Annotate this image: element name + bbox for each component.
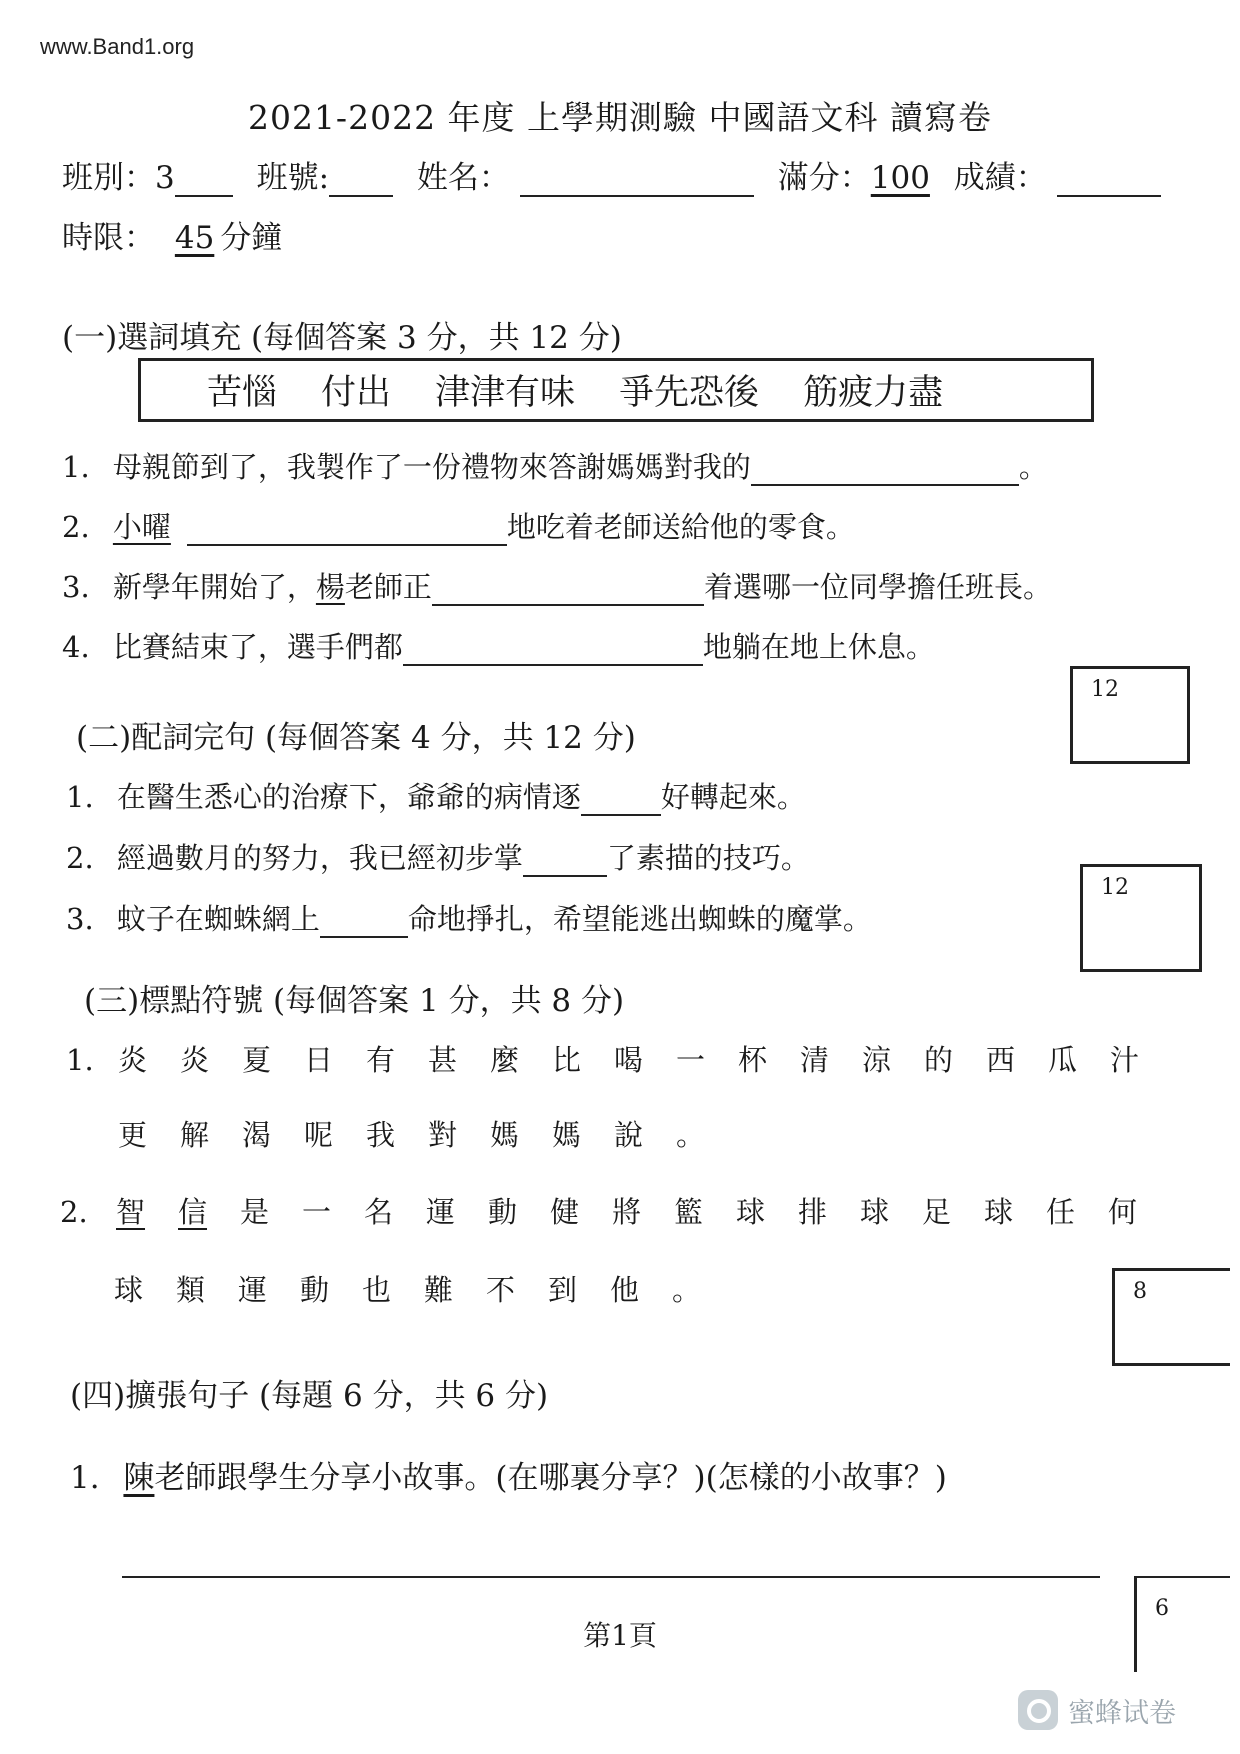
question-text: 命地掙扎，希望能逃出蜘蛛的魔掌。 bbox=[407, 902, 872, 936]
s1-question-2 bbox=[62, 505, 855, 546]
char: 是 bbox=[240, 1195, 270, 1229]
question-text: 比賽結束了，選手們都 bbox=[112, 630, 403, 664]
question-number: 2. bbox=[62, 510, 90, 544]
watermark-logo-icon bbox=[1018, 1690, 1058, 1730]
char: 比 bbox=[552, 1043, 582, 1077]
time-value: 45 bbox=[174, 220, 215, 256]
answer-blank[interactable] bbox=[187, 514, 507, 546]
section2-heading: (二)配詞完句 (每個答案 4 分，共 12 分) bbox=[76, 720, 636, 756]
char: 難 bbox=[424, 1273, 454, 1307]
class-label: 班別： bbox=[62, 160, 155, 196]
char: 智 bbox=[116, 1195, 146, 1229]
char: 名 bbox=[364, 1195, 394, 1229]
question-text: 老師跟學生分享小故事。(在哪裏分享？)(怎樣的小故事？) bbox=[154, 1460, 947, 1496]
s4-question-1 bbox=[70, 1452, 947, 1497]
s2-question-3 bbox=[66, 897, 872, 938]
char: 。 bbox=[676, 1118, 706, 1152]
char: 渴 bbox=[242, 1118, 272, 1152]
section4-score-box: 6 bbox=[1134, 1576, 1230, 1672]
question-text: 經過數月的努力，我已經初步掌 bbox=[116, 841, 523, 875]
exam-title: 2021-2022 年度 上學期測驗 中國語文科 讀寫卷 bbox=[247, 98, 993, 137]
char: 他 bbox=[610, 1273, 640, 1307]
s1-question-3 bbox=[62, 565, 1052, 606]
question-text: 地躺在地上休息。 bbox=[702, 630, 935, 664]
section4-heading: (四)擴張句子 (每題 6 分，共 6 分) bbox=[70, 1378, 549, 1414]
s2-question-2 bbox=[66, 836, 810, 877]
word-bank-item: 爭先恐後 bbox=[619, 373, 760, 413]
char: 麼 bbox=[490, 1043, 520, 1077]
answer-blank[interactable] bbox=[403, 634, 703, 666]
char: 任 bbox=[1046, 1195, 1076, 1229]
answer-blank[interactable] bbox=[432, 574, 704, 606]
char: 有 bbox=[366, 1043, 396, 1077]
char: 瓜 bbox=[1048, 1043, 1078, 1077]
page-number: 第1頁 bbox=[583, 1619, 657, 1652]
char: 也 bbox=[362, 1273, 392, 1307]
answer-blank[interactable] bbox=[523, 845, 607, 877]
char: 我 bbox=[366, 1118, 396, 1152]
char: 到 bbox=[548, 1273, 578, 1307]
section1-score-box: 12 bbox=[1070, 666, 1190, 764]
s3-question-1-line1 bbox=[66, 1038, 1140, 1079]
char: 運 bbox=[426, 1195, 456, 1229]
score-label: 成績： bbox=[953, 160, 1047, 196]
char: 運 bbox=[238, 1273, 268, 1307]
char: 媽 bbox=[490, 1118, 520, 1152]
question-number: 1. bbox=[62, 450, 90, 484]
char: 類 bbox=[176, 1273, 206, 1307]
char: 喝 bbox=[614, 1043, 644, 1077]
char: 夏 bbox=[242, 1043, 272, 1077]
question-number: 2. bbox=[60, 1195, 88, 1229]
char: 足 bbox=[922, 1195, 952, 1229]
full-score-label: 滿分： bbox=[777, 160, 871, 196]
question-number: 4. bbox=[62, 630, 90, 664]
proper-name: 小曜 bbox=[112, 510, 171, 544]
char: 的 bbox=[924, 1043, 954, 1077]
name-label: 姓名： bbox=[416, 160, 510, 196]
name-blank[interactable] bbox=[520, 165, 754, 197]
class-value: 3 bbox=[155, 160, 175, 196]
question-end: 。 bbox=[1018, 450, 1048, 484]
char: 炎 bbox=[180, 1043, 210, 1077]
char: 甚 bbox=[428, 1043, 458, 1077]
proper-name: 陳 bbox=[123, 1460, 155, 1496]
question-number: 1. bbox=[70, 1460, 100, 1496]
s3-question-2-line1 bbox=[60, 1190, 1138, 1231]
answer-blank[interactable] bbox=[581, 784, 661, 816]
char: 解 bbox=[180, 1118, 210, 1152]
answer-line[interactable] bbox=[122, 1576, 1100, 1578]
question-number: 1. bbox=[66, 780, 94, 814]
char: 。 bbox=[672, 1273, 702, 1307]
site-url: www.Band1.org bbox=[40, 34, 195, 59]
char: 對 bbox=[428, 1118, 458, 1152]
char: 汁 bbox=[1110, 1043, 1140, 1077]
watermark bbox=[1018, 1690, 1176, 1730]
char: 動 bbox=[488, 1195, 518, 1229]
section2-score-box: 12 bbox=[1080, 864, 1202, 972]
s1-question-1 bbox=[62, 445, 1048, 486]
char: 一 bbox=[676, 1043, 706, 1077]
s3-question-1-line2 bbox=[118, 1113, 738, 1154]
char: 球 bbox=[860, 1195, 890, 1229]
word-bank bbox=[138, 358, 1094, 422]
s1-question-4 bbox=[62, 625, 935, 666]
char: 涼 bbox=[862, 1043, 892, 1077]
char: 炎 bbox=[118, 1043, 148, 1077]
time-unit: 分鐘 bbox=[220, 220, 283, 256]
proper-name: 楊 bbox=[315, 570, 345, 604]
score-blank[interactable] bbox=[1057, 165, 1161, 197]
time-label: 時限： bbox=[62, 220, 155, 256]
char: 清 bbox=[800, 1043, 830, 1077]
char: 將 bbox=[612, 1195, 642, 1229]
question-number: 1. bbox=[66, 1043, 94, 1077]
class-blank[interactable] bbox=[175, 165, 233, 197]
char: 西 bbox=[986, 1043, 1016, 1077]
question-text: 母親節到了，我製作了一份禮物來答謝媽媽對我的 bbox=[112, 450, 751, 484]
char: 動 bbox=[300, 1273, 330, 1307]
char: 球 bbox=[114, 1273, 144, 1307]
answer-blank[interactable] bbox=[320, 906, 408, 938]
question-text: 新學年開始了， bbox=[112, 570, 316, 604]
section3-heading: (三)標點符號 (每個答案 1 分，共 8 分) bbox=[84, 983, 625, 1019]
char: 媽 bbox=[552, 1118, 582, 1152]
question-number: 2. bbox=[66, 841, 94, 875]
s2-question-1 bbox=[66, 775, 806, 816]
time-row bbox=[62, 212, 282, 257]
char: 日 bbox=[304, 1043, 334, 1077]
answer-blank[interactable] bbox=[751, 454, 1019, 486]
watermark-text: 蜜蜂试卷 bbox=[1068, 1697, 1176, 1728]
char: 一 bbox=[302, 1195, 332, 1229]
char: 說 bbox=[614, 1118, 644, 1152]
question-text: 老師正 bbox=[344, 570, 432, 604]
section1-heading: (一)選詞填充 (每個答案 3 分，共 12 分) bbox=[62, 320, 622, 356]
char: 不 bbox=[486, 1273, 516, 1307]
char: 杯 bbox=[738, 1043, 768, 1077]
question-text: 在醫生悉心的治療下，爺爺的病情逐 bbox=[116, 780, 581, 814]
char: 排 bbox=[798, 1195, 828, 1229]
char: 信 bbox=[178, 1195, 208, 1229]
header-row bbox=[62, 152, 1161, 197]
full-score-value: 100 bbox=[870, 160, 930, 196]
char: 呢 bbox=[304, 1118, 334, 1152]
question-text: 着選哪一位同學擔任班長。 bbox=[703, 570, 1052, 604]
question-text: 地吃着老師送給他的零食。 bbox=[506, 510, 855, 544]
question-number: 3. bbox=[62, 570, 90, 604]
char: 更 bbox=[118, 1118, 148, 1152]
char: 籃 bbox=[674, 1195, 704, 1229]
char: 球 bbox=[736, 1195, 766, 1229]
question-text: 好轉起來。 bbox=[660, 780, 806, 814]
section3-score-box: 8 bbox=[1112, 1268, 1230, 1366]
question-number: 3. bbox=[66, 902, 94, 936]
char: 何 bbox=[1108, 1195, 1138, 1229]
word-bank-item: 苦惱 bbox=[207, 373, 278, 413]
char: 球 bbox=[984, 1195, 1014, 1229]
char: 健 bbox=[550, 1195, 580, 1229]
score-box-top bbox=[1134, 1576, 1230, 1578]
number-blank[interactable] bbox=[329, 165, 393, 197]
question-text: 蚊子在蜘蛛網上 bbox=[116, 902, 320, 936]
word-bank-item: 津津有味 bbox=[435, 373, 576, 413]
number-label: 班號: bbox=[256, 160, 330, 196]
s3-question-2-line2 bbox=[114, 1268, 734, 1309]
word-bank-item: 筋疲力盡 bbox=[803, 373, 944, 413]
word-bank-item: 付出 bbox=[321, 373, 392, 413]
question-text: 了素描的技巧。 bbox=[606, 841, 810, 875]
